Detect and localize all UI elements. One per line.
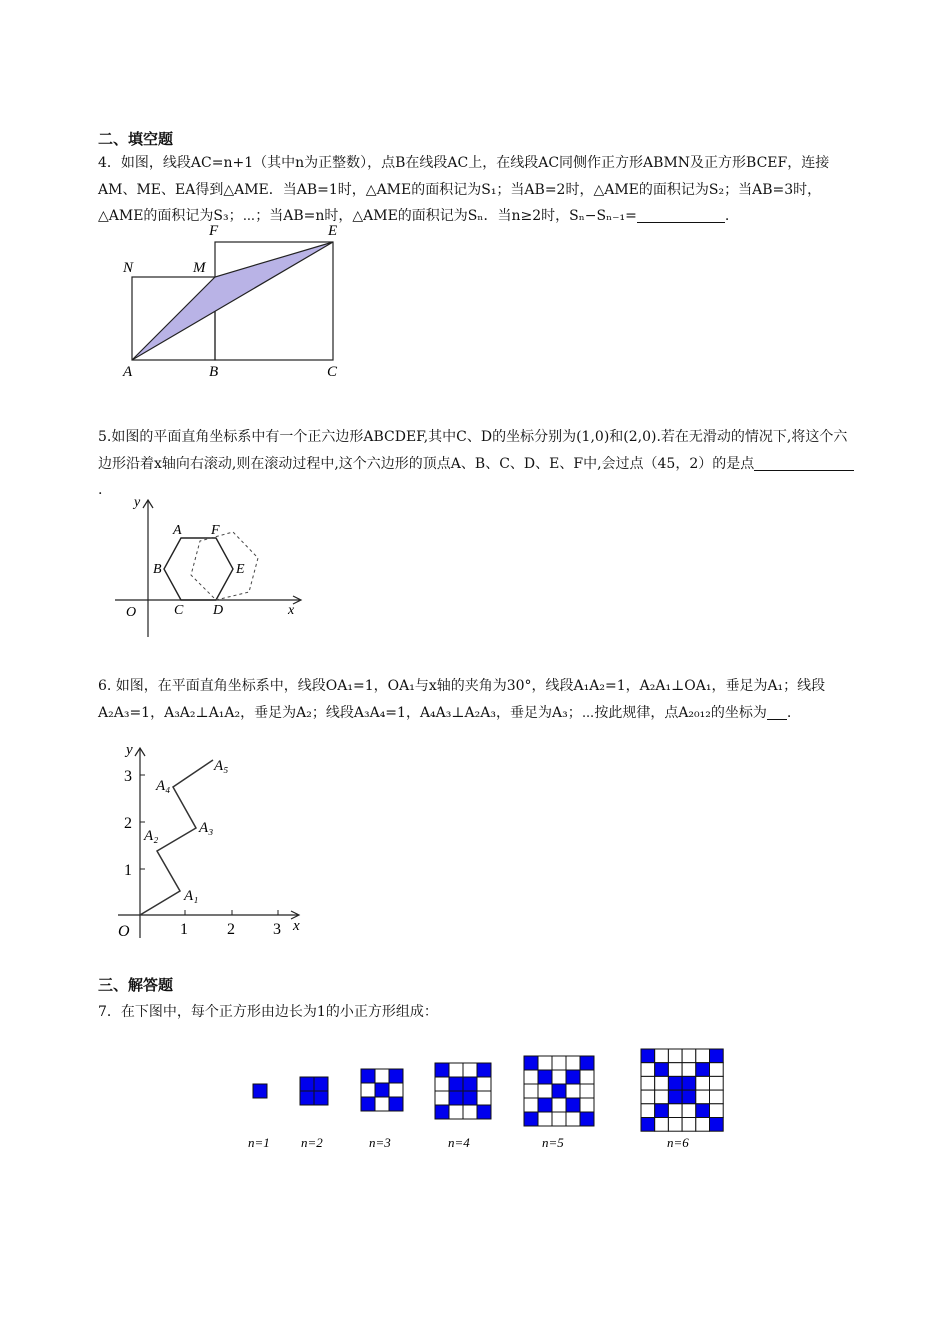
grid-cell-n6 xyxy=(696,1063,710,1077)
grid-cell-n4 xyxy=(449,1091,463,1105)
label-n: N xyxy=(123,260,134,276)
grid-cell-n5 xyxy=(580,1056,594,1070)
grid-cell-n6 xyxy=(655,1118,669,1132)
x-tick-label-2: 2 xyxy=(227,921,235,938)
grid-cell-n3 xyxy=(389,1083,403,1097)
grid-cell-n4 xyxy=(449,1077,463,1091)
y-tick-label-3: 3 xyxy=(124,768,132,785)
grid-cell-n6 xyxy=(682,1104,696,1118)
question-6-end: . xyxy=(786,704,792,721)
question-6-body: 6. 如图，在平面直角坐标系中，线段OA₁=1，OA₁与x轴的夹角为30°，线段A₁A₂=1，A₂A₁⊥OA₁，垂足为A₁；线段A₂A₃=1，A₃A₂⊥A₁A₂，垂足为A₂；线段A₃A₄=1，A₄A₃⊥A₂A₃，垂足为A₃；⋯按此规律，点A₂₀₁₂的坐标为 xyxy=(98,678,826,721)
question-4-body: 4．如图，线段AC=n+1（其中n为正整数），点B在线段AC上，在线段AC同侧作正方形ABMN及正方形BCEF，连接AM、ME、EA得到△AME．当AB=1时，△AME的面积记为S₁；当AB=2时，△AME的面积记为S₂；当AB=3时，△AME的面积记为S₃；⋯；当AB=n时，△AME的面积记为Sₙ．当n≥2时，Sₙ−Sₙ₋₁= xyxy=(98,155,830,224)
point-label-a4: A₄ xyxy=(156,778,171,794)
grid-cell-n4 xyxy=(463,1077,477,1091)
grid-cell-n3 xyxy=(361,1069,375,1083)
point-label-a5: A₅ xyxy=(214,758,229,774)
origin-label: O xyxy=(126,605,137,620)
vertex-label-c: C xyxy=(174,603,184,618)
grid-cell-n4 xyxy=(435,1105,449,1119)
grid-cell-n6 xyxy=(668,1104,682,1118)
grid-cell-n4 xyxy=(477,1063,491,1077)
grid-cell-n2 xyxy=(300,1091,314,1105)
grid-cell-n4 xyxy=(477,1077,491,1091)
grid-cell-n6 xyxy=(641,1090,655,1104)
vertex-label-a: A xyxy=(173,523,182,538)
answer-blank-5[interactable] xyxy=(754,454,854,471)
grid-cell-n5 xyxy=(538,1112,552,1126)
grid-cell-n6 xyxy=(655,1063,669,1077)
grid-cell-n6 xyxy=(682,1063,696,1077)
grid-cell-n5 xyxy=(580,1098,594,1112)
grid-cell-n6 xyxy=(641,1063,655,1077)
grid-cell-n4 xyxy=(449,1063,463,1077)
grid-cell-n2 xyxy=(314,1077,328,1091)
grid-cell-n5 xyxy=(566,1056,580,1070)
grid-cell-n3 xyxy=(389,1097,403,1111)
grid-cell-n5 xyxy=(552,1112,566,1126)
y-tick-label-1: 1 xyxy=(124,862,132,879)
grid-cell-n6 xyxy=(696,1104,710,1118)
grid-cell-n5 xyxy=(538,1070,552,1084)
grid-cell-n3 xyxy=(375,1083,389,1097)
grid-cell-n6 xyxy=(696,1049,710,1063)
grid-cell-n4 xyxy=(477,1105,491,1119)
grid-cell-n5 xyxy=(552,1070,566,1084)
label-b: B xyxy=(209,364,219,380)
grid-cell-n5 xyxy=(552,1056,566,1070)
grid-cell-n5 xyxy=(552,1084,566,1098)
caption-n6: n=6 xyxy=(667,1135,689,1150)
grid-cell-n3 xyxy=(361,1083,375,1097)
question-7-text: 7．在下图中，每个正方形由边长为1的小正方形组成： xyxy=(98,1004,438,1020)
y-tick-label-2: 2 xyxy=(124,815,132,832)
grid-cell-n3 xyxy=(375,1069,389,1083)
grid-cell-n5 xyxy=(580,1112,594,1126)
caption-n3: n=3 xyxy=(369,1135,391,1150)
point-label-a1: A₁ xyxy=(184,888,199,904)
grid-cell-n6 xyxy=(668,1049,682,1063)
origin-label: O xyxy=(118,923,130,940)
caption-n1: n=1 xyxy=(248,1135,270,1150)
grid-cell-n5 xyxy=(538,1084,552,1098)
grid-cell-n5 xyxy=(538,1098,552,1112)
figure-hexagon xyxy=(110,492,310,642)
grid-cell-n2 xyxy=(300,1077,314,1091)
grid-cell-n5 xyxy=(552,1098,566,1112)
x-tick-label-3: 3 xyxy=(273,921,281,938)
grid-cell-n3 xyxy=(375,1097,389,1111)
grid-cell-n6 xyxy=(655,1104,669,1118)
grid-cell-n6 xyxy=(682,1076,696,1090)
grid-cell-n4 xyxy=(435,1091,449,1105)
grid-cell-n6 xyxy=(655,1049,669,1063)
grid-cell-n5 xyxy=(524,1070,538,1084)
figure-zigzag xyxy=(110,740,310,940)
grid-cell-n4 xyxy=(435,1063,449,1077)
label-c: C xyxy=(327,364,338,380)
caption-n5: n=5 xyxy=(542,1135,564,1150)
grid-cell-n2 xyxy=(314,1091,328,1105)
grid-cell-n6 xyxy=(641,1104,655,1118)
axis-label-y: y xyxy=(134,495,141,510)
grid-cell-n6 xyxy=(641,1076,655,1090)
grid-cell-n5 xyxy=(566,1112,580,1126)
grid-cell-n6 xyxy=(710,1090,724,1104)
x-tick-label-1: 1 xyxy=(180,921,188,938)
grid-cell-n6 xyxy=(655,1076,669,1090)
grid-cell-n5 xyxy=(524,1056,538,1070)
grid-cell-n6 xyxy=(641,1049,655,1063)
figure-squares-triangle xyxy=(115,222,355,382)
grid-cell-n4 xyxy=(435,1077,449,1091)
axis-label-x: x xyxy=(288,603,295,618)
grid-cell-n5 xyxy=(566,1098,580,1112)
label-f: F xyxy=(209,223,219,239)
label-m: M xyxy=(193,260,206,276)
grid-cell-n6 xyxy=(641,1118,655,1132)
vertex-label-f: F xyxy=(211,523,220,538)
point-label-a3: A₃ xyxy=(199,820,214,836)
triangle-ame xyxy=(132,242,333,360)
grid-cell-n6 xyxy=(655,1090,669,1104)
grid-cell-n4 xyxy=(463,1105,477,1119)
grid-cell-n6 xyxy=(710,1076,724,1090)
grid-cell-n4 xyxy=(477,1091,491,1105)
figure-grid-patterns xyxy=(240,1045,740,1155)
grid-cell-n4 xyxy=(449,1105,463,1119)
grid-cell-n6 xyxy=(668,1063,682,1077)
section-heading-solve: 三、解答题 xyxy=(98,976,174,994)
grid-cell-n6 xyxy=(696,1118,710,1132)
answer-blank-4[interactable] xyxy=(637,206,725,223)
rotated-hexagon-dashed xyxy=(191,532,258,600)
vertex-label-e: E xyxy=(236,562,245,577)
point-label-a2: A₂ xyxy=(144,828,159,844)
grid-cell-n5 xyxy=(566,1070,580,1084)
vertex-label-b: B xyxy=(153,562,162,577)
grid-cell-n6 xyxy=(696,1090,710,1104)
grid-cell-n6 xyxy=(682,1049,696,1063)
label-a: A xyxy=(123,364,133,380)
section-heading-fill-in: 二、填空题 xyxy=(98,130,174,148)
grid-cell-n6 xyxy=(682,1090,696,1104)
answer-blank-6[interactable] xyxy=(767,703,787,720)
grid-cell-n5 xyxy=(524,1112,538,1126)
question-4-text xyxy=(98,150,858,230)
label-e: E xyxy=(328,223,338,239)
grid-cell-n3 xyxy=(389,1069,403,1083)
question-5-end: . xyxy=(98,482,103,498)
caption-n2: n=2 xyxy=(301,1135,323,1150)
grid-cell-n4 xyxy=(463,1063,477,1077)
question-5-body: 5.如图的平面直角坐标系中有一个正六边形ABCDEF,其中C、D的坐标分别为(1,0)和(2,0).若在无滑动的情况下,将这个六边形沿着x轴向右滚动,则在滚动过程中,这个六边形的顶点A、B、C、D、E、F中,会过点（45，2）的是点 xyxy=(98,429,848,472)
question-4-end: . xyxy=(724,208,730,224)
vertex-label-d: D xyxy=(213,603,224,618)
grid-cell-n1 xyxy=(253,1084,267,1098)
grid-cell-n5 xyxy=(580,1084,594,1098)
grid-cell-n6 xyxy=(710,1118,724,1132)
grid-cell-n5 xyxy=(538,1056,552,1070)
grid-cell-n5 xyxy=(524,1098,538,1112)
grid-cell-n6 xyxy=(668,1090,682,1104)
grid-cell-n6 xyxy=(668,1076,682,1090)
grid-cell-n6 xyxy=(710,1063,724,1077)
grid-cell-n6 xyxy=(682,1118,696,1132)
axis-label-x: x xyxy=(293,918,300,934)
grid-cell-n5 xyxy=(580,1070,594,1084)
grid-cell-n6 xyxy=(710,1104,724,1118)
grid-cell-n5 xyxy=(524,1084,538,1098)
grid-cell-n6 xyxy=(696,1076,710,1090)
grid-cell-n4 xyxy=(463,1091,477,1105)
caption-n4: n=4 xyxy=(448,1135,470,1150)
question-6-text xyxy=(98,673,858,726)
axis-label-y: y xyxy=(126,742,133,758)
grid-patterns-group xyxy=(253,1049,723,1131)
grid-cell-n6 xyxy=(668,1118,682,1132)
grid-cell-n3 xyxy=(361,1097,375,1111)
grid-cell-n5 xyxy=(566,1084,580,1098)
grid-cell-n6 xyxy=(710,1049,724,1063)
